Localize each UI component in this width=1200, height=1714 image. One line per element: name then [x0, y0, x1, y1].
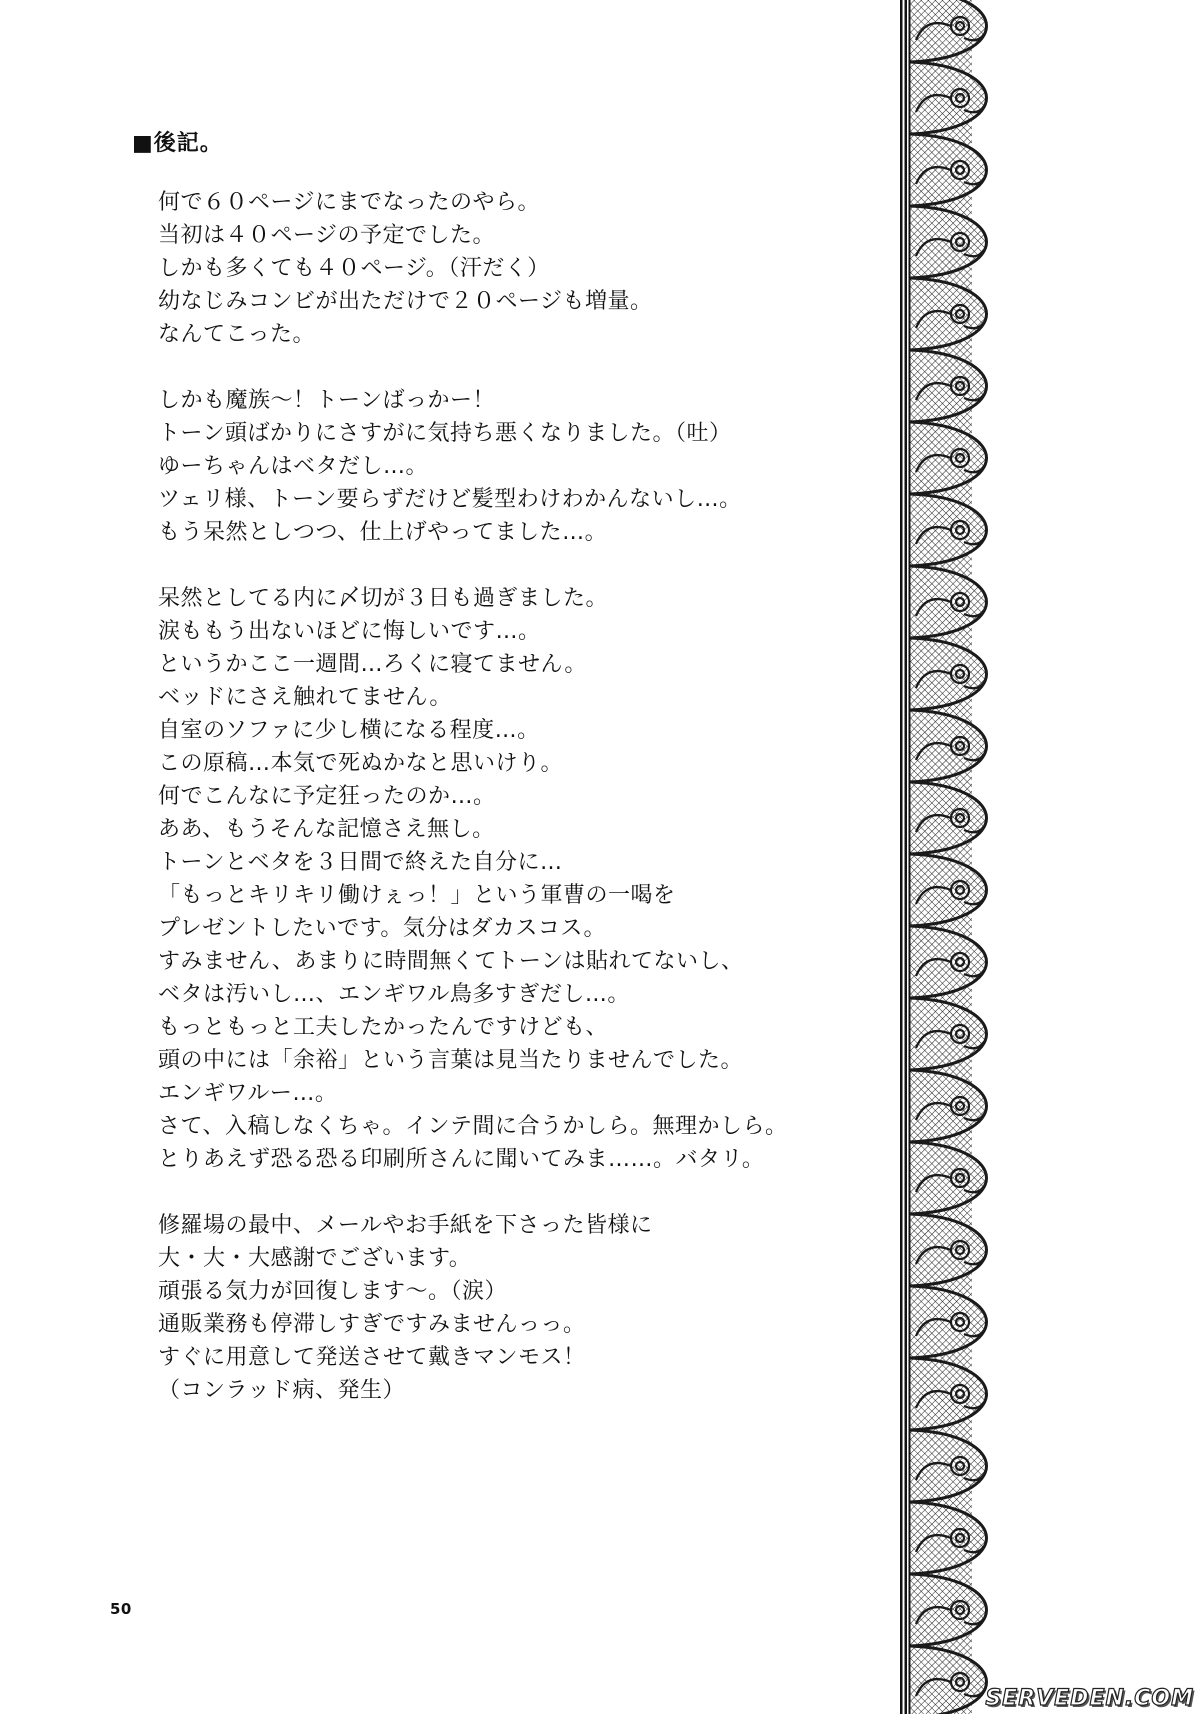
page-number: 50 — [110, 1600, 132, 1618]
paragraph — [158, 384, 878, 549]
text-line: もう呆然としつつ、仕上げやってました…。 — [158, 520, 608, 545]
paragraph — [158, 582, 878, 1176]
afterword-heading: ■後記。 — [132, 131, 223, 156]
text-line: 頑張る気力が回復します～。（涙） — [158, 1279, 508, 1304]
text-line: とりあえず恐る恐る印刷所さんに聞いてみま……。バタリ。 — [158, 1147, 765, 1172]
text-line: しかも魔族～！トーンばっかー！ — [158, 388, 496, 413]
text-line: ゆーちゃんはベタだし…。 — [158, 454, 429, 479]
paragraph — [158, 186, 878, 351]
paragraph — [158, 1209, 878, 1407]
text-line: この原稿…本気で死ぬかなと思いけり。 — [158, 751, 564, 776]
text-line: 涙ももう出ないほどに悔しいです…。 — [158, 619, 541, 644]
text-line: トーン頭ばかりにさすがに気持ち悪くなりました。（吐） — [158, 421, 732, 446]
text-line: ツェリ様、トーン要らずだけど髪型わけわかんないし…。 — [158, 487, 742, 512]
text-line: 自室のソファに少し横になる程度…。 — [158, 718, 540, 743]
text-line: プレゼントしたいです。気分はダカスコス。 — [158, 916, 607, 941]
text-line: トーンとベタを３日間で終えた自分に… — [158, 850, 563, 875]
watermark: SERVEDEN.COM — [985, 1686, 1194, 1711]
text-line: 何で６０ページにまでなったのやら。 — [158, 190, 541, 215]
text-line: 幼なじみコンビが出ただけで２０ページも増量。 — [158, 289, 653, 314]
text-line: すぐに用意して発送させて戴きマンモス！ — [158, 1345, 586, 1370]
text-line: ベッドにさえ触れてません。 — [158, 685, 452, 710]
text-line: （コンラッド病、発生） — [158, 1378, 406, 1403]
text-line: 「もっとキリキリ働けぇっ！」という軍曹の一喝を — [158, 883, 676, 908]
text-line: ベタは汚いし…、エンギワル鳥多すぎだし…。 — [158, 982, 630, 1007]
text-line: 何でこんなに予定狂ったのか…。 — [158, 784, 496, 809]
lace-border — [900, 0, 1014, 1714]
text-line: もっともっと工夫したかったんですけども、 — [158, 1015, 609, 1040]
text-line: すみません、あまりに時間無くてトーンは貼れてないし、 — [158, 949, 744, 974]
text-line: さて、入稿しなくちゃ。インテ間に合うかしら。無理かしら。 — [158, 1114, 788, 1139]
text-line: 通販業務も停滞しすぎですみませんっっ。 — [158, 1312, 586, 1337]
text-line: しかも多くても４０ページ。（汗だく） — [158, 256, 550, 281]
text-line: なんてこった。 — [158, 322, 316, 347]
afterword-body — [158, 186, 878, 1440]
text-line: エンギワルー…。 — [158, 1081, 338, 1106]
text-line: 呆然としてる内に〆切が３日も過ぎました。 — [158, 586, 609, 611]
text-line: 修羅場の最中、メールやお手紙を下さった皆様に — [158, 1213, 653, 1238]
text-line: 当初は４０ページの予定でした。 — [158, 223, 496, 248]
text-line: 頭の中には「余裕」という言葉は見当たりませんでした。 — [158, 1048, 744, 1073]
text-line: 大・大・大感謝でございます。 — [158, 1246, 472, 1271]
text-line: ああ、もうそんな記憶さえ無し。 — [158, 817, 495, 842]
text-line: というかここ一週間…ろくに寝てません。 — [158, 652, 587, 677]
